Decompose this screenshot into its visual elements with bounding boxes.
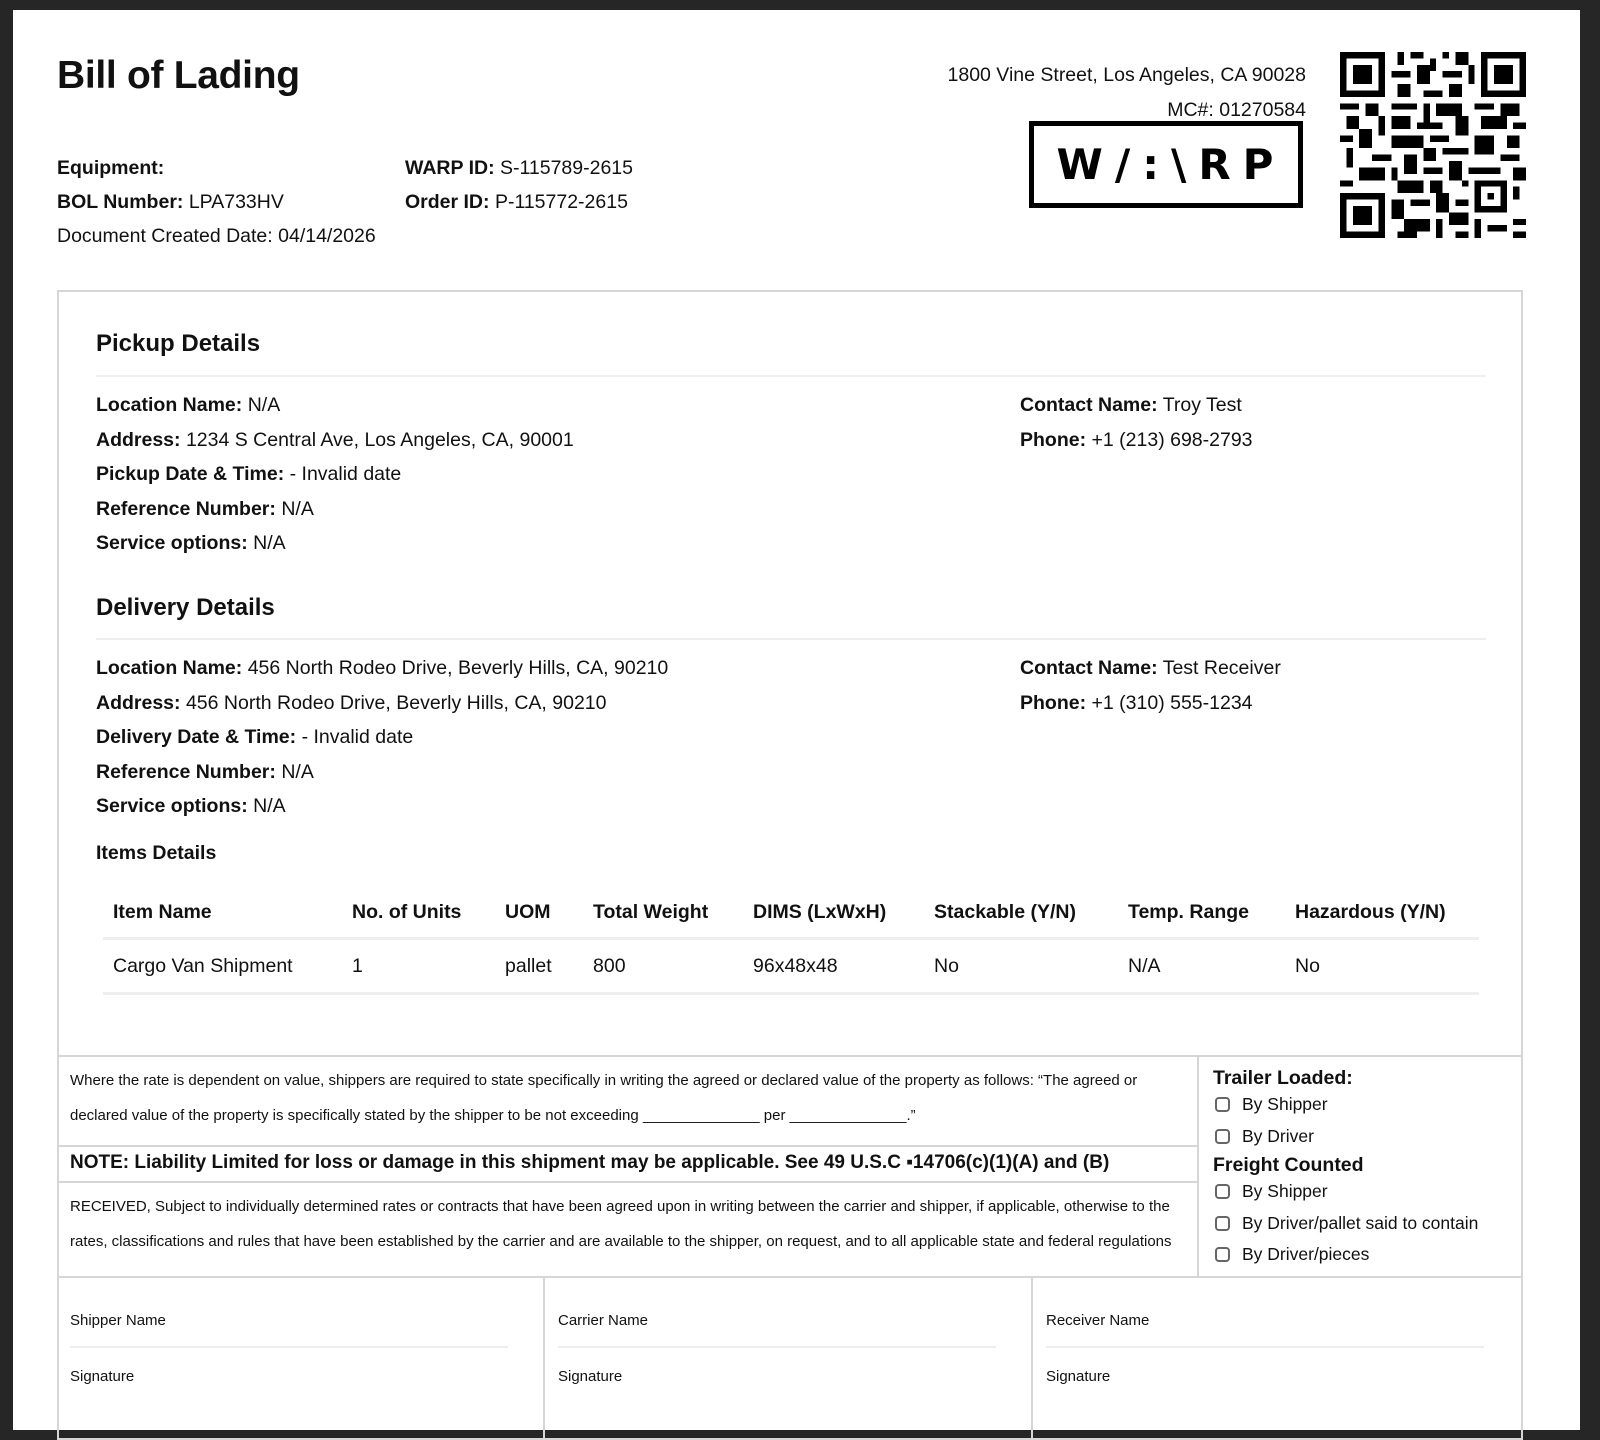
receiver-signature-block <box>1033 1278 1523 1438</box>
carrier-signature-block <box>545 1278 1033 1438</box>
checkbox-label: By Driver <box>1242 1125 1314 1146</box>
equipment-field <box>57 151 376 185</box>
pickup-phone-value: +1 (213) 698-2793 <box>1091 428 1253 451</box>
checkbox-label: By Shipper <box>1242 1094 1328 1115</box>
delivery-datetime-field <box>96 720 668 755</box>
warp-id-value: S-115789-2615 <box>499 157 633 179</box>
header-meta-right <box>405 151 633 219</box>
terms-text-block <box>57 1057 1199 1277</box>
pickup-location-label: Location Name: <box>96 394 243 416</box>
temp-range-cell: N/A <box>1118 939 1285 994</box>
table-row <box>103 939 1479 994</box>
warp-id-field <box>405 151 633 185</box>
pickup-reference-label: Reference Number: <box>96 497 276 520</box>
pickup-phone-label: Phone: <box>1020 428 1087 451</box>
checkbox-icon[interactable] <box>1215 1097 1230 1112</box>
carrier-name-line[interactable] <box>558 1346 996 1348</box>
delivery-service-value: N/A <box>253 795 286 817</box>
pickup-location-value: N/A <box>247 394 281 416</box>
checkbox-icon[interactable] <box>1215 1247 1230 1262</box>
warp-id-label: WARP ID: <box>405 157 495 179</box>
delivery-details-right <box>1020 651 1281 720</box>
delivery-reference-label: Reference Number: <box>96 760 276 783</box>
pickup-contact-label: Contact Name: <box>1020 394 1158 416</box>
item-name-cell: Cargo Van Shipment <box>103 939 342 994</box>
shipper-signature-block <box>57 1278 545 1438</box>
trailer-loaded-by-driver-checkbox[interactable] <box>1213 1121 1478 1153</box>
checkbox-icon[interactable] <box>1215 1216 1230 1231</box>
dims-cell: 96x48x48 <box>743 939 924 994</box>
pickup-details-left <box>96 388 574 561</box>
pickup-service-field <box>96 526 574 561</box>
pickup-phone-field <box>1020 423 1253 458</box>
delivery-divider <box>96 638 1486 640</box>
order-id-value: P-115772-2615 <box>494 191 628 213</box>
received-terms-text: RECEIVED, Subject to individually determined rates or contracts that have been agreed upon in writing between the carrier and shipper, if applicable, otherwise to the rates, classifications and rules that have been established by the carrier and are available to the shipper, on request, and to all applicable state and federal regulations <box>70 1198 1172 1250</box>
warp-logo-text: W/:\RP <box>1056 140 1286 189</box>
created-date-field <box>57 219 376 253</box>
pickup-datetime-label: Pickup Date & Time: <box>96 463 285 485</box>
checkbox-label: By Driver/pieces <box>1242 1244 1370 1265</box>
units-cell: 1 <box>342 939 495 994</box>
freight-counted-by-driver-pallet-checkbox[interactable] <box>1213 1208 1478 1240</box>
created-date-label: Document Created Date: <box>57 225 273 247</box>
delivery-service-label: Service options: <box>96 795 248 817</box>
order-id-label: Order ID: <box>405 191 490 213</box>
receiver-signature-label: Signature <box>1046 1368 1111 1385</box>
order-id-field <box>405 185 633 219</box>
delivery-phone-value: +1 (310) 555-1234 <box>1091 691 1253 714</box>
column-header: Item Name <box>103 887 342 939</box>
pickup-reference-value: N/A <box>281 497 314 520</box>
items-table-header-row <box>103 887 1479 939</box>
trailer-loaded-by-shipper-checkbox[interactable] <box>1213 1089 1478 1121</box>
pickup-datetime-field <box>96 457 574 492</box>
pickup-address-value: 1234 S Central Ave, Los Angeles, CA, 90001 <box>185 428 574 451</box>
shipper-name-line[interactable] <box>70 1346 508 1348</box>
delivery-phone-label: Phone: <box>1020 691 1087 714</box>
items-table <box>103 887 1479 995</box>
checkbox-icon[interactable] <box>1215 1129 1230 1144</box>
page-title: Bill of Lading <box>57 54 300 97</box>
delivery-details-title: Delivery Details <box>96 594 275 621</box>
freight-counted-by-shipper-checkbox[interactable] <box>1213 1176 1478 1208</box>
hazardous-cell: No <box>1285 939 1479 994</box>
delivery-details-left <box>96 651 668 824</box>
pickup-datetime-value: - Invalid date <box>289 463 402 485</box>
column-header: UOM <box>495 887 583 939</box>
freight-counted-by-driver-pieces-checkbox[interactable] <box>1213 1239 1478 1271</box>
pickup-reference-field <box>96 492 574 527</box>
carrier-signature-label: Signature <box>558 1368 623 1385</box>
delivery-location-value: 456 North Rodeo Drive, Beverly Hills, CA, 90210 <box>247 657 669 679</box>
checkbox-panel <box>1213 1067 1478 1271</box>
receiver-name-label: Receiver Name <box>1046 1312 1150 1329</box>
column-header: No. of Units <box>342 887 495 939</box>
created-date-value: 04/14/2026 <box>278 225 376 247</box>
delivery-address-value: 456 North Rodeo Drive, Beverly Hills, CA, 90210 <box>185 691 607 714</box>
pickup-details-title: Pickup Details <box>96 330 261 357</box>
trailer-loaded-title: Trailer Loaded: <box>1213 1067 1353 1089</box>
delivery-contact-value: Test Receiver <box>1162 657 1281 679</box>
delivery-contact-label: Contact Name: <box>1020 657 1158 679</box>
shipper-name-label: Shipper Name <box>70 1312 166 1329</box>
delivery-contact-field <box>1020 651 1281 686</box>
column-header: Temp. Range <box>1118 887 1285 939</box>
header-meta-left <box>57 151 376 253</box>
warp-logo <box>1029 121 1303 208</box>
pickup-divider <box>96 375 1486 377</box>
delivery-address-field <box>96 686 668 721</box>
liability-note-text: NOTE: Liability Limited for loss or damage in this shipment may be applicable. See 49 U.S.C ▪14706(c)(1)(A) and (B) <box>70 1152 1110 1173</box>
company-mc-number: MC#: 01270584 <box>1167 99 1306 121</box>
receiver-name-line[interactable] <box>1046 1346 1484 1348</box>
bol-document-page <box>13 10 1580 1430</box>
delivery-service-field <box>96 789 668 824</box>
checkbox-label: By Shipper <box>1242 1181 1328 1202</box>
pickup-location-field <box>96 388 574 423</box>
bol-number-value: LPA733HV <box>188 191 284 213</box>
freight-counted-title: Freight Counted <box>1213 1154 1364 1176</box>
column-header: DIMS (LxWxH) <box>743 887 924 939</box>
qr-code-icon <box>1340 52 1526 238</box>
weight-cell: 800 <box>583 939 743 994</box>
column-header: Total Weight <box>583 887 743 939</box>
pickup-service-value: N/A <box>253 532 286 554</box>
delivery-datetime-value: - Invalid date <box>301 726 414 748</box>
pickup-address-label: Address: <box>96 428 181 451</box>
terms-section <box>57 1055 1523 1277</box>
pickup-details-right <box>1020 388 1253 457</box>
signatures-section <box>57 1276 1523 1436</box>
pickup-contact-field <box>1020 388 1253 423</box>
delivery-address-label: Address: <box>96 691 181 714</box>
checkbox-label: By Driver/pallet said to contain <box>1242 1212 1479 1233</box>
column-header: Hazardous (Y/N) <box>1285 887 1479 939</box>
uom-cell: pallet <box>495 939 583 994</box>
delivery-location-field <box>96 651 668 686</box>
delivery-reference-field <box>96 755 668 790</box>
delivery-reference-value: N/A <box>281 760 314 783</box>
bol-number-field <box>57 185 376 219</box>
pickup-contact-value: Troy Test <box>1162 394 1242 416</box>
items-details-title: Items Details <box>96 842 217 864</box>
liability-note-row <box>57 1145 1197 1183</box>
declared-value-text: Where the rate is dependent on value, shippers are required to state specifically in writing the agreed or declared value of the property as follows: “The agreed or declared value of the property is specifically stated by the shipper to be not exceeding ______________ per ______________.” <box>70 1072 1138 1124</box>
stackable-cell: No <box>924 939 1118 994</box>
bol-number-label: BOL Number: <box>57 191 184 213</box>
checkbox-icon[interactable] <box>1215 1184 1230 1199</box>
carrier-name-label: Carrier Name <box>558 1312 649 1329</box>
equipment-label: Equipment: <box>57 157 165 179</box>
pickup-address-field <box>96 423 574 458</box>
delivery-location-label: Location Name: <box>96 657 243 679</box>
company-address: 1800 Vine Street, Los Angeles, CA 90028 <box>947 64 1306 86</box>
pickup-service-label: Service options: <box>96 532 248 554</box>
company-info <box>948 58 1307 128</box>
delivery-phone-field <box>1020 686 1281 721</box>
shipper-signature-label: Signature <box>70 1368 135 1385</box>
delivery-datetime-label: Delivery Date & Time: <box>96 726 297 748</box>
column-header: Stackable (Y/N) <box>924 887 1118 939</box>
